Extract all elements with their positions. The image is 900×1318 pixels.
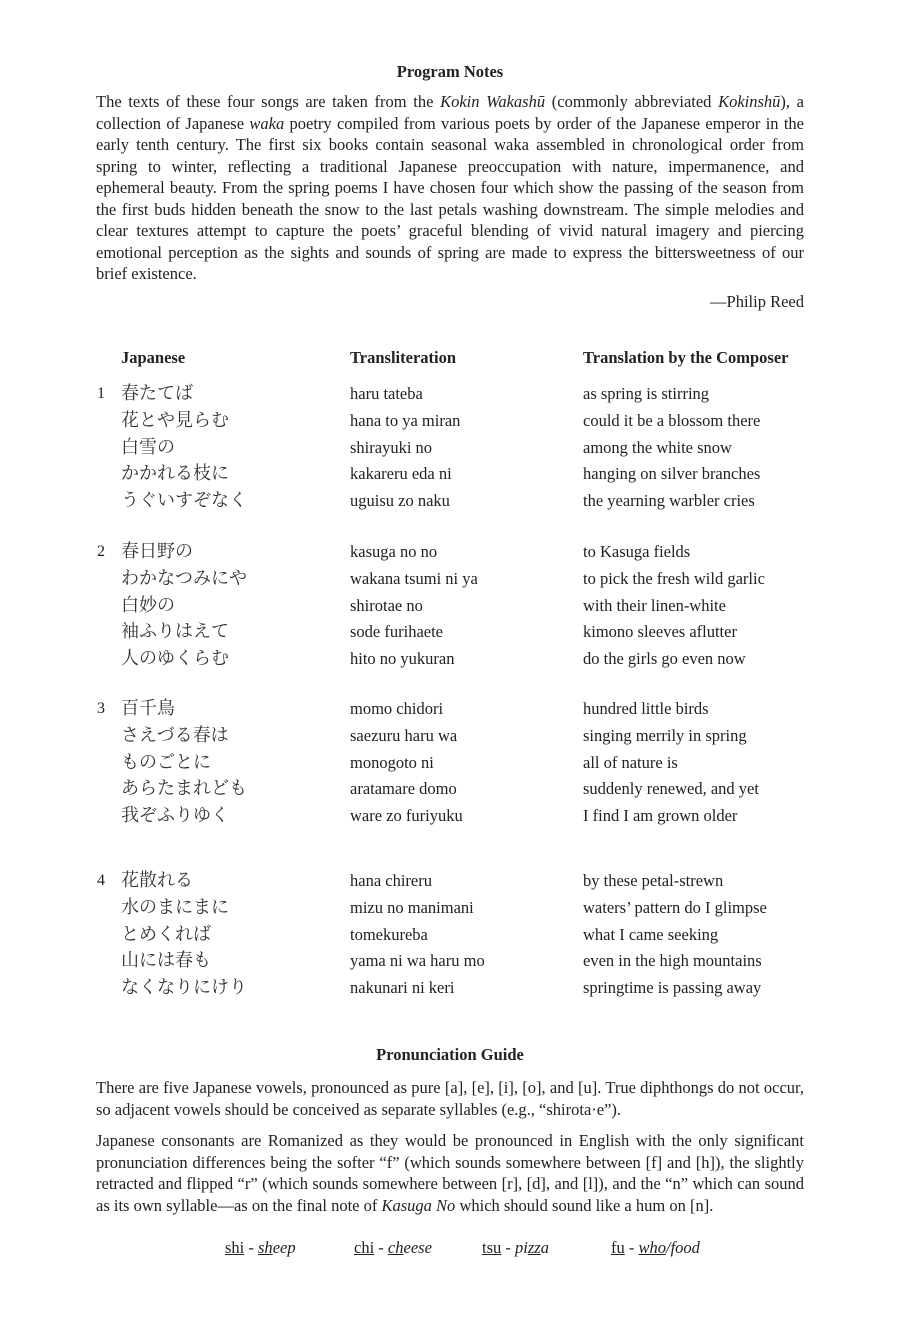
pronunciation-example-shi: shi - sheep xyxy=(225,1238,296,1257)
translation-line: suddenly renewed, and yet xyxy=(583,779,759,799)
japanese-line: さえづる春は xyxy=(121,724,229,746)
pronunciation-vowels-paragraph: There are five Japanese vowels, pronounced as pure [a], [e], [i], [o], and [u]. True diphthongs do not occur, so adjacent vowels should be conceived as separate syllables (e.g., “shirota·e”). xyxy=(96,1078,804,1119)
poem-translation xyxy=(583,696,759,830)
poem-transliteration xyxy=(350,381,460,515)
japanese-line: 白雪の xyxy=(121,436,175,458)
transliteration-line: hito no yukuran xyxy=(350,649,455,669)
pronunciation-example-chi: chi - cheese xyxy=(354,1238,432,1257)
poem-japanese xyxy=(121,696,247,830)
transliteration-line: shirotae no xyxy=(350,595,423,615)
poem-transliteration xyxy=(350,539,478,673)
japanese-line: 春日野の xyxy=(121,541,193,562)
transliteration-line: tomekureba xyxy=(350,924,428,944)
transliteration-line: wakana tsumi ni ya xyxy=(350,568,478,588)
translation-line: hundred little birds xyxy=(583,699,709,718)
transliteration-line: kakareru eda ni xyxy=(350,464,452,484)
japanese-line: 白妙の xyxy=(121,594,175,616)
japanese-line: わかなつみにや xyxy=(121,567,247,589)
transliteration-line: aratamare domo xyxy=(350,779,457,799)
translation-line: even in the high mountains xyxy=(583,951,762,971)
japanese-line: 袖ふりはえて xyxy=(121,621,229,643)
translation-line: kimono sleeves aflutter xyxy=(583,622,737,642)
japanese-line: 我ぞふりゆく xyxy=(121,805,229,827)
japanese-line: 百千鳥 xyxy=(121,698,175,719)
translation-line: springtime is passing away xyxy=(583,978,762,998)
transliteration-line: hana to ya miran xyxy=(350,410,461,430)
transliteration-line: monogoto ni xyxy=(350,752,434,772)
poem-japanese xyxy=(121,868,247,1002)
transliteration-line: ware zo furiyuku xyxy=(350,806,463,826)
pronunciation-example-fu: fu - who/food xyxy=(611,1238,700,1257)
transliteration-line: saezuru haru wa xyxy=(350,725,458,745)
program-notes-paragraph: The texts of these four songs are taken from the Kokin Wakashū (commonly abbreviated Kokinshū), a collection of Japanese waka poetry compiled from various poets by order of the Japanese emperor in the early tenth century. The first six books contain seasonal waka assembled in chronological order from spring to winter, reflecting a traditional Japanese preoccupation with nature, impermanence, and ephemeral beauty. From the spring poems I have chosen four which show the passing of the season from the first buds hidden beneath the snow to the last petals washing downstream. The simple melodies and clear textures attempt to capture the poets’ graceful blending of vivid natural imagery and piercing emotional perception as the sights and sounds of spring are made to express the bittersweetness of our brief existence. xyxy=(96,92,804,283)
translation-line: singing merrily in spring xyxy=(583,725,747,745)
transliteration-line: nakunari ni keri xyxy=(350,978,455,998)
poem-japanese xyxy=(121,381,247,515)
transliteration-line: haru tateba xyxy=(350,384,423,403)
japanese-line: とめくれば xyxy=(121,923,211,945)
pronunciation-guide-title: Pronunciation Guide xyxy=(376,1045,524,1064)
translation-line: what I came seeking xyxy=(583,924,719,944)
japanese-line: 花散れる xyxy=(121,870,193,891)
translation-line: with their linen-white xyxy=(583,595,726,615)
translation-line: hanging on silver branches xyxy=(583,464,761,484)
transliteration-line: hana chireru xyxy=(350,871,432,890)
column-header-translation: Translation by the Composer xyxy=(583,348,789,367)
japanese-line: 春たてば xyxy=(121,383,193,404)
translation-line: I find I am grown older xyxy=(583,806,738,826)
translation-line: as spring is stirring xyxy=(583,384,710,403)
poem-number: 4 xyxy=(97,872,105,889)
transliteration-line: uguisu zo naku xyxy=(350,491,450,511)
poem-japanese xyxy=(121,539,247,673)
translation-line: the yearning warbler cries xyxy=(583,491,755,511)
japanese-line: あらたまれども xyxy=(121,778,247,800)
transliteration-line: shirayuki no xyxy=(350,437,433,457)
translation-line: by these petal-strewn xyxy=(583,871,724,890)
pronunciation-consonants-paragraph: Japanese consonants are Romanized as they would be pronounced in English with the only significant pronunciation differences being the softer “f” (which sounds somewhere between [f] and [h]), the slightly retracted and flipped “r” (which sounds somewhere between [r], [d], and [l]), and the “n” which can sound as its own syllable—as on the final note of Kasuga No which should sound like a hum on [n]. xyxy=(96,1131,804,1215)
translation-line: all of nature is xyxy=(583,752,678,772)
poem-transliteration xyxy=(350,868,485,1002)
poem-translation xyxy=(583,539,765,673)
japanese-line: かかれる枝に xyxy=(121,463,229,485)
japanese-line: ものごとに xyxy=(121,751,211,773)
transliteration-line: sode furihaete xyxy=(350,622,443,642)
translation-line: to pick the fresh wild garlic xyxy=(583,568,765,588)
poem-transliteration xyxy=(350,696,463,830)
poem-translation xyxy=(583,381,760,515)
column-header-transliteration: Transliteration xyxy=(350,348,457,367)
program-notes-title: Program Notes xyxy=(396,62,504,81)
japanese-line: うぐいすぞなく xyxy=(121,490,247,512)
poem-number: 1 xyxy=(97,385,105,402)
transliteration-line: momo chidori xyxy=(350,699,444,718)
column-header-japanese: Japanese xyxy=(121,348,186,367)
translation-line: among the white snow xyxy=(583,437,732,457)
japanese-line: 花とや見らむ xyxy=(121,409,229,431)
translation-line: to Kasuga fields xyxy=(583,542,691,561)
poem-number: 2 xyxy=(97,543,105,560)
transliteration-line: kasuga no no xyxy=(350,542,438,561)
japanese-line: 山には春も xyxy=(121,950,211,972)
signature: —Philip Reed xyxy=(710,292,804,311)
poem-number: 3 xyxy=(97,700,105,717)
poem-translation xyxy=(583,868,767,1002)
pronunciation-example-tsu: tsu - pizza xyxy=(482,1238,549,1257)
japanese-line: 水のまにまに xyxy=(121,896,229,918)
translation-line: do the girls go even now xyxy=(583,649,746,669)
translation-line: waters’ pattern do I glimpse xyxy=(583,897,767,917)
transliteration-line: mizu no manimani xyxy=(350,897,474,917)
japanese-line: なくなりにけり xyxy=(121,977,247,999)
japanese-line: 人のゆくらむ xyxy=(121,648,229,670)
transliteration-line: yama ni wa haru mo xyxy=(350,951,485,971)
translation-line: could it be a blossom there xyxy=(583,410,761,430)
